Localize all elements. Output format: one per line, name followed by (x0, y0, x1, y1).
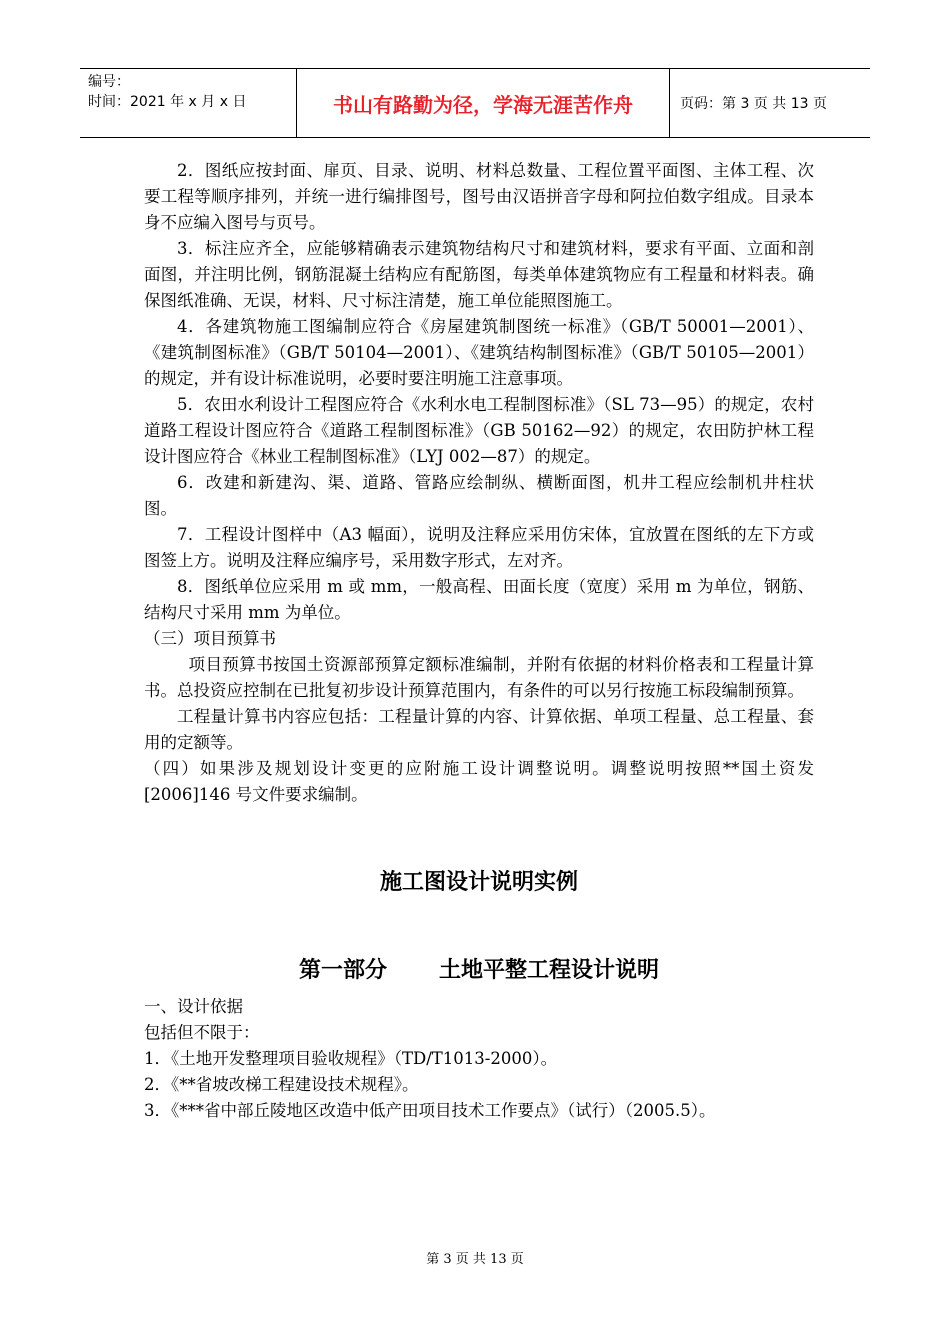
paragraph: 6．改建和新建沟、渠、道路、管路应绘制纵、横断面图，机井工程应绘制机井柱状图。 (144, 473, 814, 518)
doc-time-label: 时间：2021 年 x 月 x 日 (88, 94, 247, 110)
part-name: 土地平整工程设计说明 (439, 958, 660, 983)
paragraph: （四）如果涉及规划设计变更的应附施工设计调整说明。调整说明按照**国土资发[2006]146 号文件要求编制。 (144, 759, 814, 804)
list-intro: 包括但不限于： (144, 1023, 260, 1042)
part-title (144, 958, 814, 984)
list-item: 3．《***省中部丘陵地区改造中低产田项目技术工作要点》（试行）（2005.5）。 (144, 1101, 716, 1120)
page-header (80, 68, 870, 138)
paragraph: 5．农田水利设计工程图应符合《水利水电工程制图标准》（SL 73—95）的规定，农村道路工程设计图应符合《道路工程制图标准》（GB 50162—92）的规定，农田防护林工程设计图应符合《林业工程制图标准》（LYJ 002—87）的规定。 (144, 395, 814, 466)
section-heading: （三）项目预算书 (144, 629, 276, 648)
paragraph: 4．各建筑物施工图编制应符合《房屋建筑制图统一标准》（GB/T 50001—2001）、《建筑制图标准》（GB/T 50104—2001）、《建筑结构制图标准》（GB/T 50105—2001）的规定，并有设计标准说明，必要时要注明施工注意事项。 (144, 317, 814, 388)
paragraph: 7．工程设计图样中（A3 幅面），说明及注释应采用仿宋体，宜放置在图纸的左下方或图签上方。说明及注释应编序号，采用数字形式，左对齐。 (144, 525, 814, 570)
header-motto: 书山有路勤为径，学海无涯苦作舟 (297, 69, 670, 137)
paragraph: 2．图纸应按封面、扉页、目录、说明、材料总数量、工程位置平面图、主体工程、次要工程等顺序排列，并统一进行编排图号，图号由汉语拼音字母和阿拉伯数字组成。目录本身不应编入图号与页号。 (144, 161, 814, 232)
header-page-info: 页码：第 3 页 共 13 页 (680, 96, 827, 112)
part-number: 第一部分 (298, 958, 387, 983)
paragraph: 8．图纸单位应采用 m 或 mm，一般高程、田面长度（宽度）采用 m 为单位，钢筋、结构尺寸采用 mm 为单位。 (144, 577, 814, 622)
doc-number-label: 编号： (88, 74, 130, 90)
paragraph: 3．标注应齐全，应能够精确表示建筑物结构尺寸和建筑材料，要求有平面、立面和剖面图，并注明比例，钢筋混凝土结构应有配筋图，每类单体建筑物应有工程量和材料表。确保图纸准确、无误，材料、尺寸标注清楚，施工单位能照图施工。 (144, 239, 814, 310)
list-item: 1．《土地开发整理项目验收规程》（TD/T1013-2000）。 (144, 1049, 558, 1068)
paragraph: 工程量计算书内容应包括：工程量计算的内容、计算依据、单项工程量、总工程量、套用的定额等。 (144, 707, 814, 752)
page-footer: 第 3 页 共 13 页 (426, 1252, 524, 1267)
document-body (144, 158, 814, 1124)
list-heading: 一、设计依据 (144, 997, 243, 1016)
header-meta (80, 69, 297, 137)
section-title: 施工图设计说明实例 (379, 870, 578, 895)
list-item: 2．《**省坡改梯工程建设技术规程》。 (144, 1075, 419, 1094)
paragraph: 项目预算书按国土资源部预算定额标准编制，并附有依据的材料价格表和工程量计算书。总投资应控制在已批复初步设计预算范围内，有条件的可以另行按施工标段编制预算。 (144, 655, 814, 700)
